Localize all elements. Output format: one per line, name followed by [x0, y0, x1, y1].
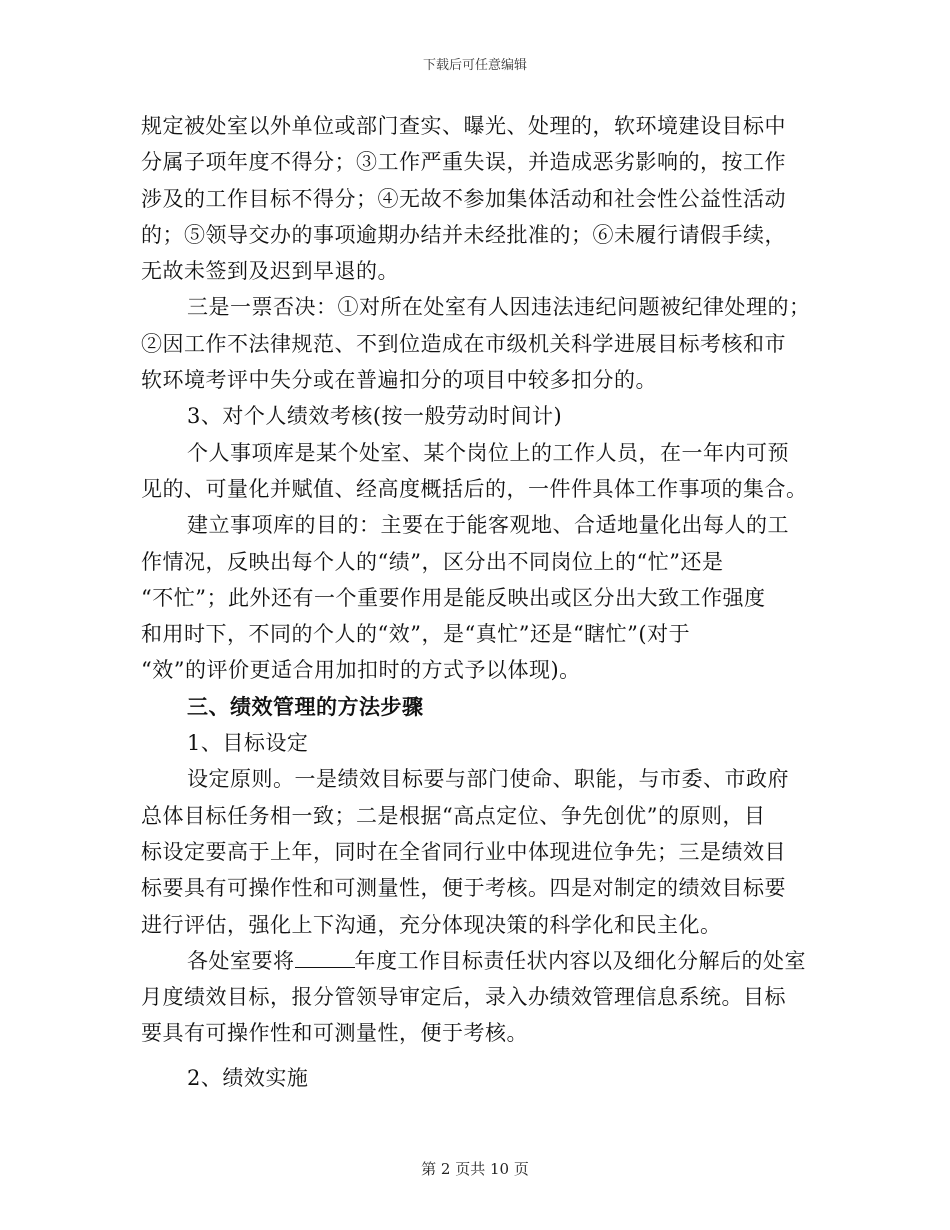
paragraph-line: 分属子项年度不得分；③工作严重失误，并造成恶劣影响的，按工作: [141, 150, 786, 175]
spacer: [141, 1052, 811, 1060]
paragraph-line: “效”的评价更适合用加扣时的方式予以体现)。: [141, 658, 581, 683]
page-header: 下载后可任意编辑: [422, 58, 527, 73]
line-text: 各处室要将: [187, 948, 295, 973]
chapter-heading: 三、绩效管理的方法步骤: [187, 693, 424, 719]
paragraph-line: 无故未签到及迟到早退的。: [141, 259, 399, 284]
paragraph-line: 进行评估，强化上下沟通，充分体现决策的科学化和民主化。: [141, 912, 722, 937]
paragraph-line: 和用时下，不同的个人的“效”，是“真忙”还是“瞎忙”(对于: [141, 622, 691, 647]
paragraph-line: [141, 943, 811, 979]
section-heading: 3、对个人绩效考核(按一般劳动时间计): [187, 404, 563, 429]
section-heading: 1、目标设定: [187, 731, 309, 756]
paragraph-line: 作情况，反映出每个人的“绩”，区分出不同岗位上的“忙”还是: [141, 549, 724, 574]
section-heading: 2、绩效实施: [187, 1065, 309, 1090]
paragraph-line: ②因工作不法律规范、不到位造成在市级机关科学进展目标考核和市: [141, 331, 786, 356]
paragraph-line: “不忙”；此外还有一个重要作用是能反映出或区分出大致工作强度: [141, 585, 766, 610]
paragraph-line: 设定原则。一是绩效目标要与部门使命、职能，与市委、市政府: [187, 767, 789, 792]
paragraph-line: 规定被处室以外单位或部门查实、曝光、处理的，软环境建设目标中: [141, 114, 786, 138]
paragraph-line: 标要具有可操作性和可测量性，便于考核。四是对制定的绩效目标要: [141, 876, 786, 901]
paragraph-line: 月度绩效目标，报分管领导审定后，录入办绩效管理信息系统。目标: [141, 985, 786, 1010]
paragraph-line: 涉及的工作目标不得分；④无故不参加集体活动和社会性公益性活动: [141, 186, 786, 211]
paragraph-line: 总体目标任务相一致；二是根据“高点定位、争先创优”的原则，目: [141, 803, 766, 828]
paragraph-line: 见的、可量化并赋值、经高度概括后的，一件件具体工作事项的集合。: [141, 476, 808, 501]
blank-underline: [295, 949, 355, 968]
paragraph-line: 建立事项库的目的：主要在于能客观地、合适地量化出每人的工: [187, 513, 789, 538]
paragraph-line: 个人事项库是某个处室、某个岗位上的工作人员，在一年内可预: [187, 440, 789, 465]
line-text: 年度工作目标责任状内容以及细化分解后的处室: [354, 948, 806, 973]
paragraph-line: 三是一票否决：①对所在处室有人因违法违纪问题被纪律处理的；: [187, 295, 811, 320]
paragraph-line: 要具有可操作性和可测量性，便于考核。: [141, 1021, 528, 1046]
paragraph-line: 软环境考评中失分或在普遍扣分的项目中较多扣分的。: [141, 368, 657, 393]
paragraph-line: 的；⑤领导交办的事项逾期办结并未经批准的；⑥未履行请假手续，: [141, 222, 786, 247]
page-footer: 第 2 页共 10 页: [421, 1160, 529, 1178]
document-body: [141, 108, 811, 1096]
paragraph-line: 标设定要高于上年，同时在全省同行业中体现进位争先；三是绩效目: [141, 839, 786, 864]
